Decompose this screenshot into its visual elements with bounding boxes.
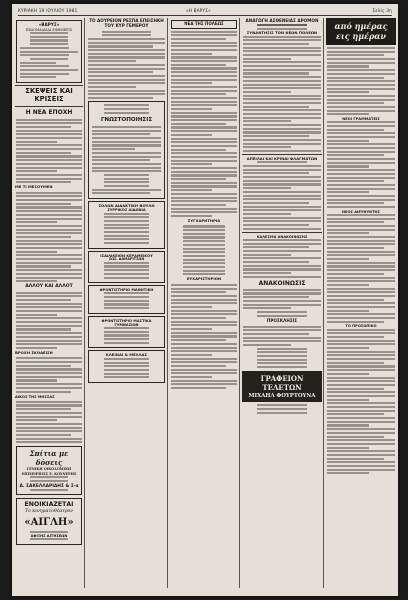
subheading: ΝΕΟΣ ΔΙΕΥΘΥΝΤΗΣ: [342, 209, 380, 214]
column-rule: [84, 18, 85, 588]
ad-houses-title: Σπίτια με δόσεις: [29, 449, 69, 468]
section-title: ΣΚΕΨΕΙΣ ΚΑΙ ΚΡΙΣΕΙΣ: [25, 87, 73, 103]
subheading: ΜΕ ΤΙ ΜΕΣΟΥΜΕΝ: [15, 184, 53, 190]
ad-cinema-text: [19, 531, 79, 533]
article-text: [326, 214, 396, 323]
article-text: [326, 47, 396, 115]
subheading: ΑΛΛΟΥ ΚΑΙ ΑΛΛΟΤ: [25, 284, 73, 290]
notice-box: [88, 101, 165, 199]
column-rule: [167, 18, 168, 588]
ad-box: [88, 316, 165, 349]
ad-cinema-text: [19, 538, 79, 540]
notice-title: ΓΝΩΣΤΟΠΟΙΗΣΙΣ: [100, 116, 153, 123]
ad-box: [88, 201, 165, 249]
ad-cinema-sub: Το κινηματοθέατρον: [24, 508, 74, 514]
ad-houses-text: [19, 476, 79, 482]
article-headline: ΚΑΛΕΣΜΑ ΑΝΑΚΟΙΝΩΣΗΣ: [256, 234, 308, 239]
article-text: [242, 239, 322, 278]
ad-houses-name: Δ. ΣΑΚΕΛΛΑΡΙΔΗΣ & Σ·α: [19, 483, 79, 489]
column-1: [15, 18, 83, 590]
masthead-title: «ΒΑΡΥΣ»: [38, 22, 60, 27]
column-4: [242, 18, 322, 590]
announcement-title: ΑΝΑΚΟΙΝΩΣΙΣ: [258, 279, 306, 287]
masthead-label: ΕΒΔΟΜΑΔΙΑΙΑ ΕΦΗΜΕΡΙΣ: [25, 27, 73, 32]
ad-cinema-name: «ΑΙΓΛΗ»: [24, 516, 74, 528]
divider: [15, 106, 83, 107]
funeral-home-ad: [242, 371, 322, 402]
ad-title: ΚΛΕΙΝΑΙ & ΜΕΛΛΑΣ: [105, 352, 148, 358]
ad-text: [91, 262, 162, 279]
header-page-number: Σελίς 3η: [372, 8, 392, 13]
subheading: ΣΥΓΧΑΡΗΤΗΡΙΑ: [187, 218, 221, 224]
article-text: [15, 357, 83, 392]
article-text: [15, 292, 83, 349]
funeral-title: ΓΡΑΦΕΙΟΝ ΤΕΛΕΤΩΝ: [260, 374, 304, 393]
article-headline: ΣΥΝΑΝΤΗΣΙΣ ΤΟΝ ΝΕΩΝ ΠΟΛΕΩΝ: [246, 30, 318, 36]
column-rule: [239, 18, 240, 588]
newspaper-page: [12, 4, 398, 596]
subheading: ΒΡΟΧΗ ΣΚΟΔΕΙΣΗ: [15, 349, 53, 355]
article-text: [15, 401, 83, 444]
notice-text: [91, 104, 162, 113]
ad-houses-text: [19, 489, 79, 491]
column-rule: [323, 18, 324, 588]
ad-subtitle: ΣΥΡΡΙΚΟΣ ΑΙΔΩΝΙΑ: [107, 208, 146, 213]
divider: [242, 232, 322, 233]
ad-box: [88, 350, 165, 382]
subheading: ΝΕΟΙ ΓΡΑΜΜΑΤΕΙΣ: [342, 117, 380, 122]
ad-text: [91, 358, 162, 379]
article-text: [326, 121, 396, 208]
city-news-title: ΝΕΑ ΤΗΣ ΠΟΛΕΩΣ: [184, 21, 224, 26]
article-text: [242, 36, 322, 152]
article-headline: ΑΠΕΙΛΑΙ ΚΑΙ ΚΡΙΝΑΙ ΦΛΑΓΜΑΤΩΝ: [246, 155, 318, 161]
ad-text: [242, 404, 322, 413]
divider: [15, 85, 83, 86]
ad-text: [91, 327, 162, 344]
funeral-name: ΜΙΧΑΗΛ ΦΟΥΡΤΟΥΝΑ: [248, 393, 316, 400]
article-headline: Η ΝΕΑ ΕΠΟΧΗ: [25, 108, 73, 116]
ad-houses-company: ΓΕΝΙΚΗ ΟΙΚΟΔΟΜΙΚΗ ΕΠΙΧΕΙΡΗΣΙΣ Ε. ΚΟΥΝΕΡΗΣ: [21, 467, 77, 476]
daily-column-banner: από ημέρας εις ημέραν: [326, 18, 396, 45]
ad-cinema: [16, 498, 82, 545]
article-headline: ΤΟ ΔΟΥΡΕΙΟΝ ΡΕΣΠΑ ΕΠΕΙΣΗΚΗ ΤΟΥ ΚΥΡ ΓΕΜΕΡΟΥ: [89, 18, 164, 28]
article-text: [15, 119, 83, 184]
ad-text: [91, 213, 162, 245]
masthead-box: [16, 20, 82, 83]
ad-cinema-head: ΕΝΟΙΚΙΑΖΕΤΑΙ: [24, 501, 74, 509]
article-text: [242, 161, 322, 229]
article-text: [242, 24, 322, 30]
article-text: [170, 284, 238, 389]
notice-text: [91, 126, 162, 194]
column-5: [326, 18, 396, 590]
ad-title: ΦΡΟΝΤΙΣΤΗΡΙΟ ΜΑΣΤΙΚΑ ΓΥΜΝΑΣΙΩΝ: [101, 318, 152, 327]
article-text: [87, 31, 166, 99]
ad-title: ΣΟΛΩΝ ΔΙΔΑΚΤΙΚΗ ΒΟΥΛΗ: [98, 203, 155, 209]
column-2: [87, 18, 166, 590]
article-headline: ΑΝΑΓΩΓΗ ΑΣΘΕΝΕΙΑΣ ΔΡΟΜΟΝ: [245, 18, 319, 23]
ad-subtitle: ΣΩΣ. ΔΑΜΑΡΙΤΣΩΝ: [108, 256, 145, 261]
invitation-title: ΠΡΟΣΚΛΗΣΙΣ: [266, 317, 298, 323]
ad-title: ΙΣΔΙΛΙΚΕΙΟΝ ΚΕΡΑΜΕΙΚΟΥ: [100, 253, 153, 258]
subheading: ΔΙΚΟΣ ΤΗΣ ΜΗΣΣΑΣ: [15, 394, 55, 399]
article-text: [326, 329, 396, 475]
city-news-header: [171, 20, 237, 29]
article-text: [170, 225, 238, 275]
article-text: [15, 192, 83, 283]
ad-houses: [16, 446, 82, 495]
article-text: [170, 31, 238, 217]
divider: [242, 154, 322, 155]
article-text: [242, 289, 322, 317]
ad-title: ΦΡΟΝΤΙΣΤΗΡΙΟ ΜΑΘΗΤΙΚΗ: [99, 288, 154, 293]
article-text: [242, 326, 322, 369]
subheading: ΤΟ ΠΡΟΣΩΠΙΚΟ: [345, 324, 377, 329]
ad-box: [88, 251, 165, 283]
header-date: ΚΥΡΙΑΚΗ 19 ΙΟΥΛΙΟΥ 1981: [18, 8, 78, 13]
running-header: [18, 7, 392, 16]
masthead-text: [19, 32, 79, 78]
header-rule: [18, 15, 392, 16]
header-paper-name: «Η ΒΑΡΥΣ»: [186, 8, 211, 13]
ad-cinema-foot: ΑΦΙΞΗΣ ΑΙΤΗΣΕΩΝ: [30, 534, 68, 539]
ad-box: [88, 285, 165, 314]
subheading: ΕΥΧΑΡΙΣΤΗΡΙΟΝ: [186, 276, 222, 282]
column-3: [170, 18, 238, 590]
ad-text: [91, 292, 162, 309]
